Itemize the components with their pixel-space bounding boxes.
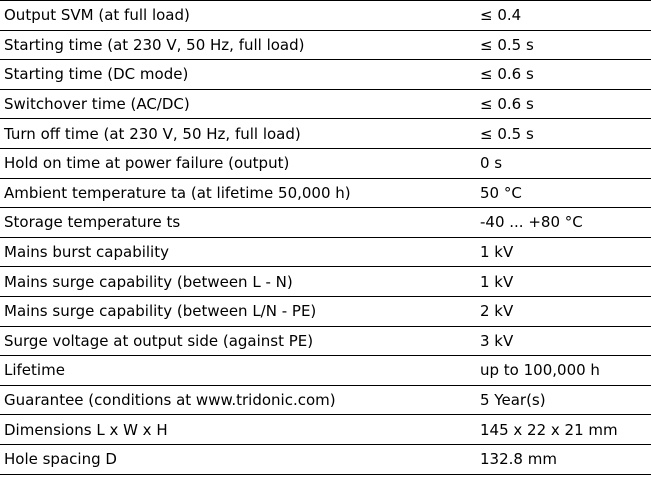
table-row bbox=[0, 208, 651, 238]
spec-label: Dimensions L x W x H bbox=[4, 420, 168, 439]
spec-value: 0 s bbox=[480, 154, 503, 173]
table-row bbox=[0, 327, 651, 357]
table-row bbox=[0, 238, 651, 268]
spec-value: ≤ 0.4 bbox=[480, 6, 522, 25]
spec-label: Storage temperature ts bbox=[4, 213, 181, 232]
spec-value: 1 kV bbox=[480, 272, 514, 291]
spec-label: Mains surge capability (between L/N - PE) bbox=[4, 302, 317, 321]
spec-label: Lifetime bbox=[4, 361, 65, 380]
table-row bbox=[0, 445, 651, 475]
table-row bbox=[0, 297, 651, 327]
spec-value: ≤ 0.5 s bbox=[480, 35, 534, 54]
spec-label: Hole spacing D bbox=[4, 450, 117, 469]
spec-value: 3 kV bbox=[480, 331, 514, 350]
table-row bbox=[0, 386, 651, 416]
spec-label: Turn off time (at 230 V, 50 Hz, full load) bbox=[4, 124, 301, 143]
spec-value: ≤ 0.6 s bbox=[480, 65, 534, 84]
spec-value: 1 kV bbox=[480, 243, 514, 262]
spec-value: 2 kV bbox=[480, 302, 514, 321]
spec-label: Mains burst capability bbox=[4, 243, 169, 262]
spec-value: -40 ... +80 °C bbox=[480, 213, 583, 232]
spec-value: ≤ 0.6 s bbox=[480, 95, 534, 114]
spec-label: Ambient temperature ta (at lifetime 50,000 h) bbox=[4, 183, 351, 202]
table-row bbox=[0, 356, 651, 386]
spec-label: Starting time (DC mode) bbox=[4, 65, 189, 84]
spec-label: Output SVM (at full load) bbox=[4, 6, 190, 25]
table-row bbox=[0, 149, 651, 179]
spec-value: 145 x 22 x 21 mm bbox=[480, 420, 618, 439]
table-row bbox=[0, 179, 651, 209]
spec-value: 132.8 mm bbox=[480, 450, 557, 469]
table-row bbox=[0, 60, 651, 90]
table-row bbox=[0, 119, 651, 149]
spec-value: ≤ 0.5 s bbox=[480, 124, 534, 143]
spec-label: Surge voltage at output side (against PE) bbox=[4, 331, 314, 350]
spec-label: Starting time (at 230 V, 50 Hz, full load) bbox=[4, 35, 305, 54]
table-row bbox=[0, 267, 651, 297]
spec-label: Switchover time (AC/DC) bbox=[4, 95, 190, 114]
spec-label: Guarantee (conditions at www.tridonic.com) bbox=[4, 391, 336, 410]
spec-value: 50 °C bbox=[480, 183, 522, 202]
spec-value: up to 100,000 h bbox=[480, 361, 600, 380]
spec-value: 5 Year(s) bbox=[480, 391, 546, 410]
spec-label: Hold on time at power failure (output) bbox=[4, 154, 290, 173]
table-row bbox=[0, 415, 651, 445]
table-row bbox=[0, 1, 651, 31]
spec-label: Mains surge capability (between L - N) bbox=[4, 272, 293, 291]
table-row bbox=[0, 31, 651, 61]
table-row bbox=[0, 90, 651, 120]
